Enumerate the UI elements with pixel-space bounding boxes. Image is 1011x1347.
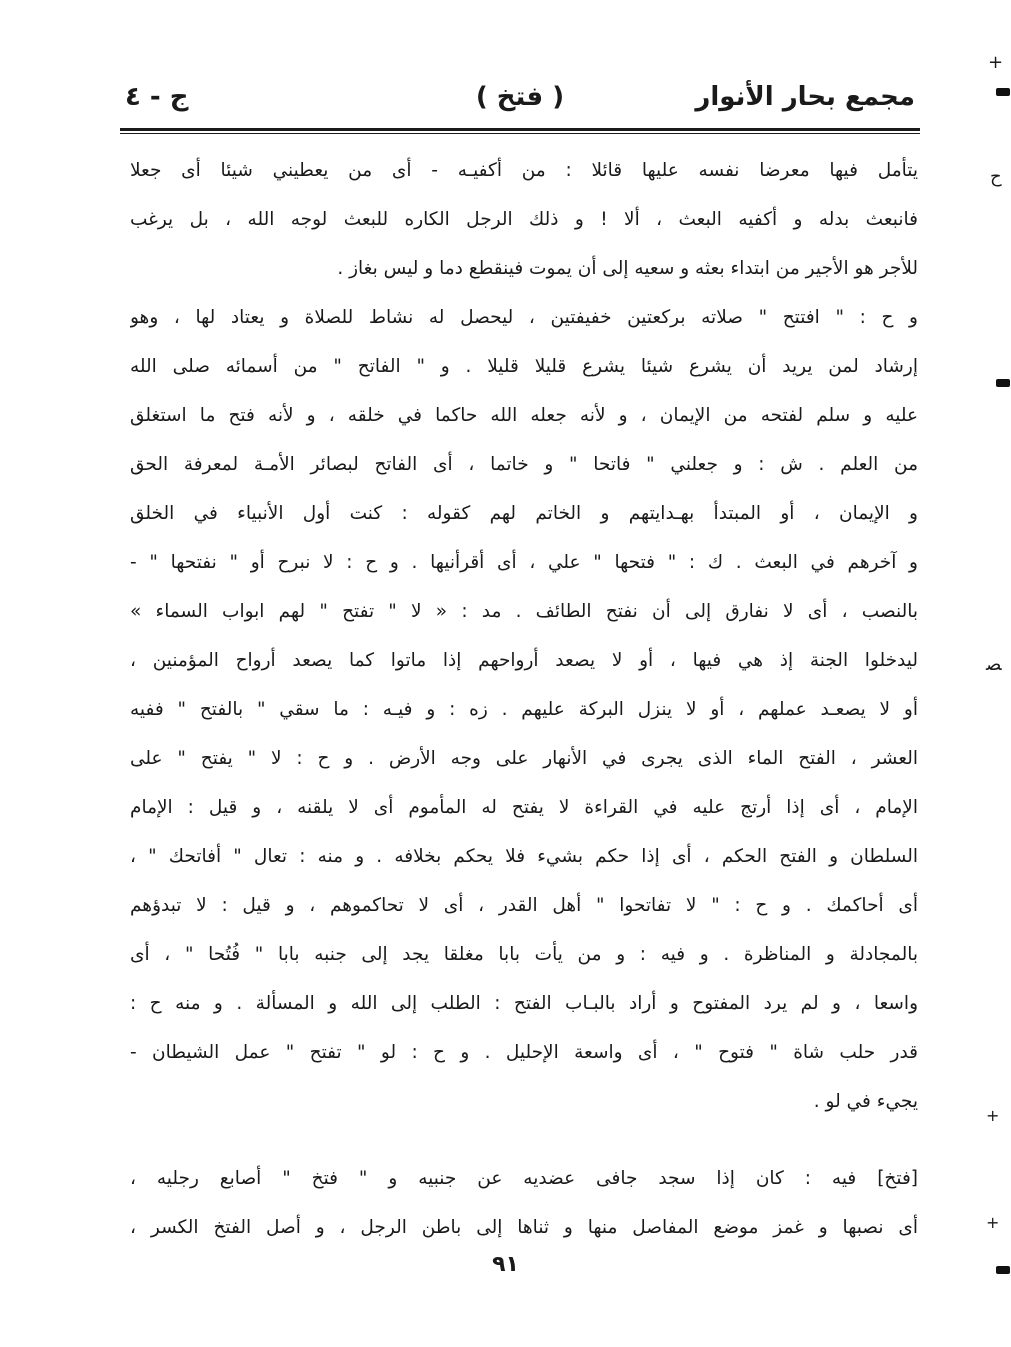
- header-rule-thin: [120, 133, 920, 134]
- text-line: العشر ، الفتح الماء الذى يجرى في الأنهار على وجه الأرض . و ح : لا " يفتح " على: [130, 748, 918, 769]
- margin-bar: [996, 1266, 1010, 1274]
- text-line: و ح : " افتتح " صلاته بركعتين خفيفتين ، ليحصل له نشاط للصلاة و يعتاد لها ، وهو: [130, 307, 918, 328]
- text-line: بالمجادلة و المناظرة . و فيه : و من يأت بابا مغلقا يجد إلى جنبه بابا " فُتُحا " ، أى: [130, 944, 918, 965]
- margin-bar: [996, 379, 1010, 387]
- page-number: ٩١: [492, 1252, 519, 1277]
- main-text-block: [130, 146, 918, 1126]
- text-line: [فتخ] فيه : كان إذا سجد جافى عضديه عن جنبيه و " فتخ " أصابع رجليه ،: [130, 1168, 918, 1189]
- text-line: الإمام ، أى إذا أرتج عليه في القراءة لا يفتح له المأموم أى لا يلقنه ، و قيل : الإمام: [130, 797, 918, 818]
- text-line: ليدخلوا الجنة إذ هي فيها ، أو لا يصعد أرواحهم إذا ماتوا كما يصعد أرواح المؤمنين ،: [130, 650, 918, 671]
- text-line: أو لا يصعـد عملهم ، أو لا ينزل البركة عليهم . زه : و فيـه : ما سقي " بالفتح " ففيه: [130, 699, 918, 720]
- text-line: للأجر هو الأجير من ابتداء بعثه و سعيه إلى أن يموت فينقطع دما و ليس بغاز .: [337, 258, 918, 279]
- header-rule-thick: [120, 128, 920, 131]
- margin-mark: ح: [990, 166, 1002, 187]
- text-line: السلطان و الفتح الحكم ، أى إذا حكم بشيء فلا يحكم بخلافه . و منه : تعال " أفاتحك " ،: [130, 846, 918, 867]
- book-title: مجمع بحار الأنوار: [695, 82, 915, 112]
- text-line: و آخرهم في البعث . ك : " فتحها " علي ، أى أقرأنيها . و ح : لا نبرح أو " نفتحها " -: [130, 552, 918, 573]
- text-line: أى نصبها و غمز موضع المفاصل منها و ثناها إلى باطن الرجل ، و أصل الفتخ الكسر ،: [130, 1217, 918, 1238]
- text-line: إرشاد لمن يريد أن يشرع شيئا يشرع قليلا قليلا . و " الفاتح " من أسمائه صلى الله: [130, 356, 918, 377]
- text-line: واسعا ، و لم يرد المفتوح و أراد بالبـاب الفتح : الطلب إلى الله و المسألة . و منه ح :: [130, 993, 918, 1014]
- text-line: و الإيمان ، أو المبتدأ بهـدايتهم و الخاتم لهم كقوله : كنت أول الأنبياء في الخلق: [130, 503, 918, 524]
- running-header: [125, 82, 915, 124]
- text-line: يتأمل فيها معرضا نفسه عليها قائلا : من أكفيـه - أى من يعطيني شيئا أى جعلا: [130, 160, 918, 181]
- text-line: يجيء في لو .: [813, 1091, 918, 1112]
- text-line: فانبعث بدله و أكفيه البعث ، ألا ! و ذلك الرجل الكاره للبعث لوجه الله ، بل يرغب: [130, 209, 918, 230]
- text-line: من العلم . ش : و جعلني " فاتحا " و خاتما ، أى الفاتح لبصائر الأمـة لمعرفة الحق: [130, 454, 918, 475]
- margin-mark: +: [986, 1106, 1000, 1125]
- volume-number: ج - ٤: [125, 82, 189, 112]
- entry-fatkh-block: [130, 1154, 918, 1252]
- margin-mark: ﺼ: [986, 654, 1002, 675]
- entry-word: ( فتخ ): [475, 82, 565, 112]
- text-line: أى أحاكمك . و ح : " لا تفاتحوا " أهل القدر ، أى لا تحاكموهم ، و قيل : لا تبدؤهم: [130, 895, 918, 916]
- margin-bar: [996, 88, 1010, 96]
- text-line: بالنصب ، أى لا نفارق إلى أن نفتح الطائف . مد : « لا " تفتح " لهم ابواب السماء »: [130, 601, 918, 622]
- margin-mark: +: [986, 1213, 1000, 1232]
- text-line: قدر حلب شاة " فتوح " ، أى واسعة الإحليل . و ح : لو " تفتح " عمل الشيطان -: [130, 1042, 918, 1063]
- margin-mark: +: [988, 52, 1004, 73]
- text-line: عليه و سلم لفتحه من الإيمان ، و لأنه جعله الله حاكما في خلقه ، و لأنه فتح ما استغلق: [130, 405, 918, 426]
